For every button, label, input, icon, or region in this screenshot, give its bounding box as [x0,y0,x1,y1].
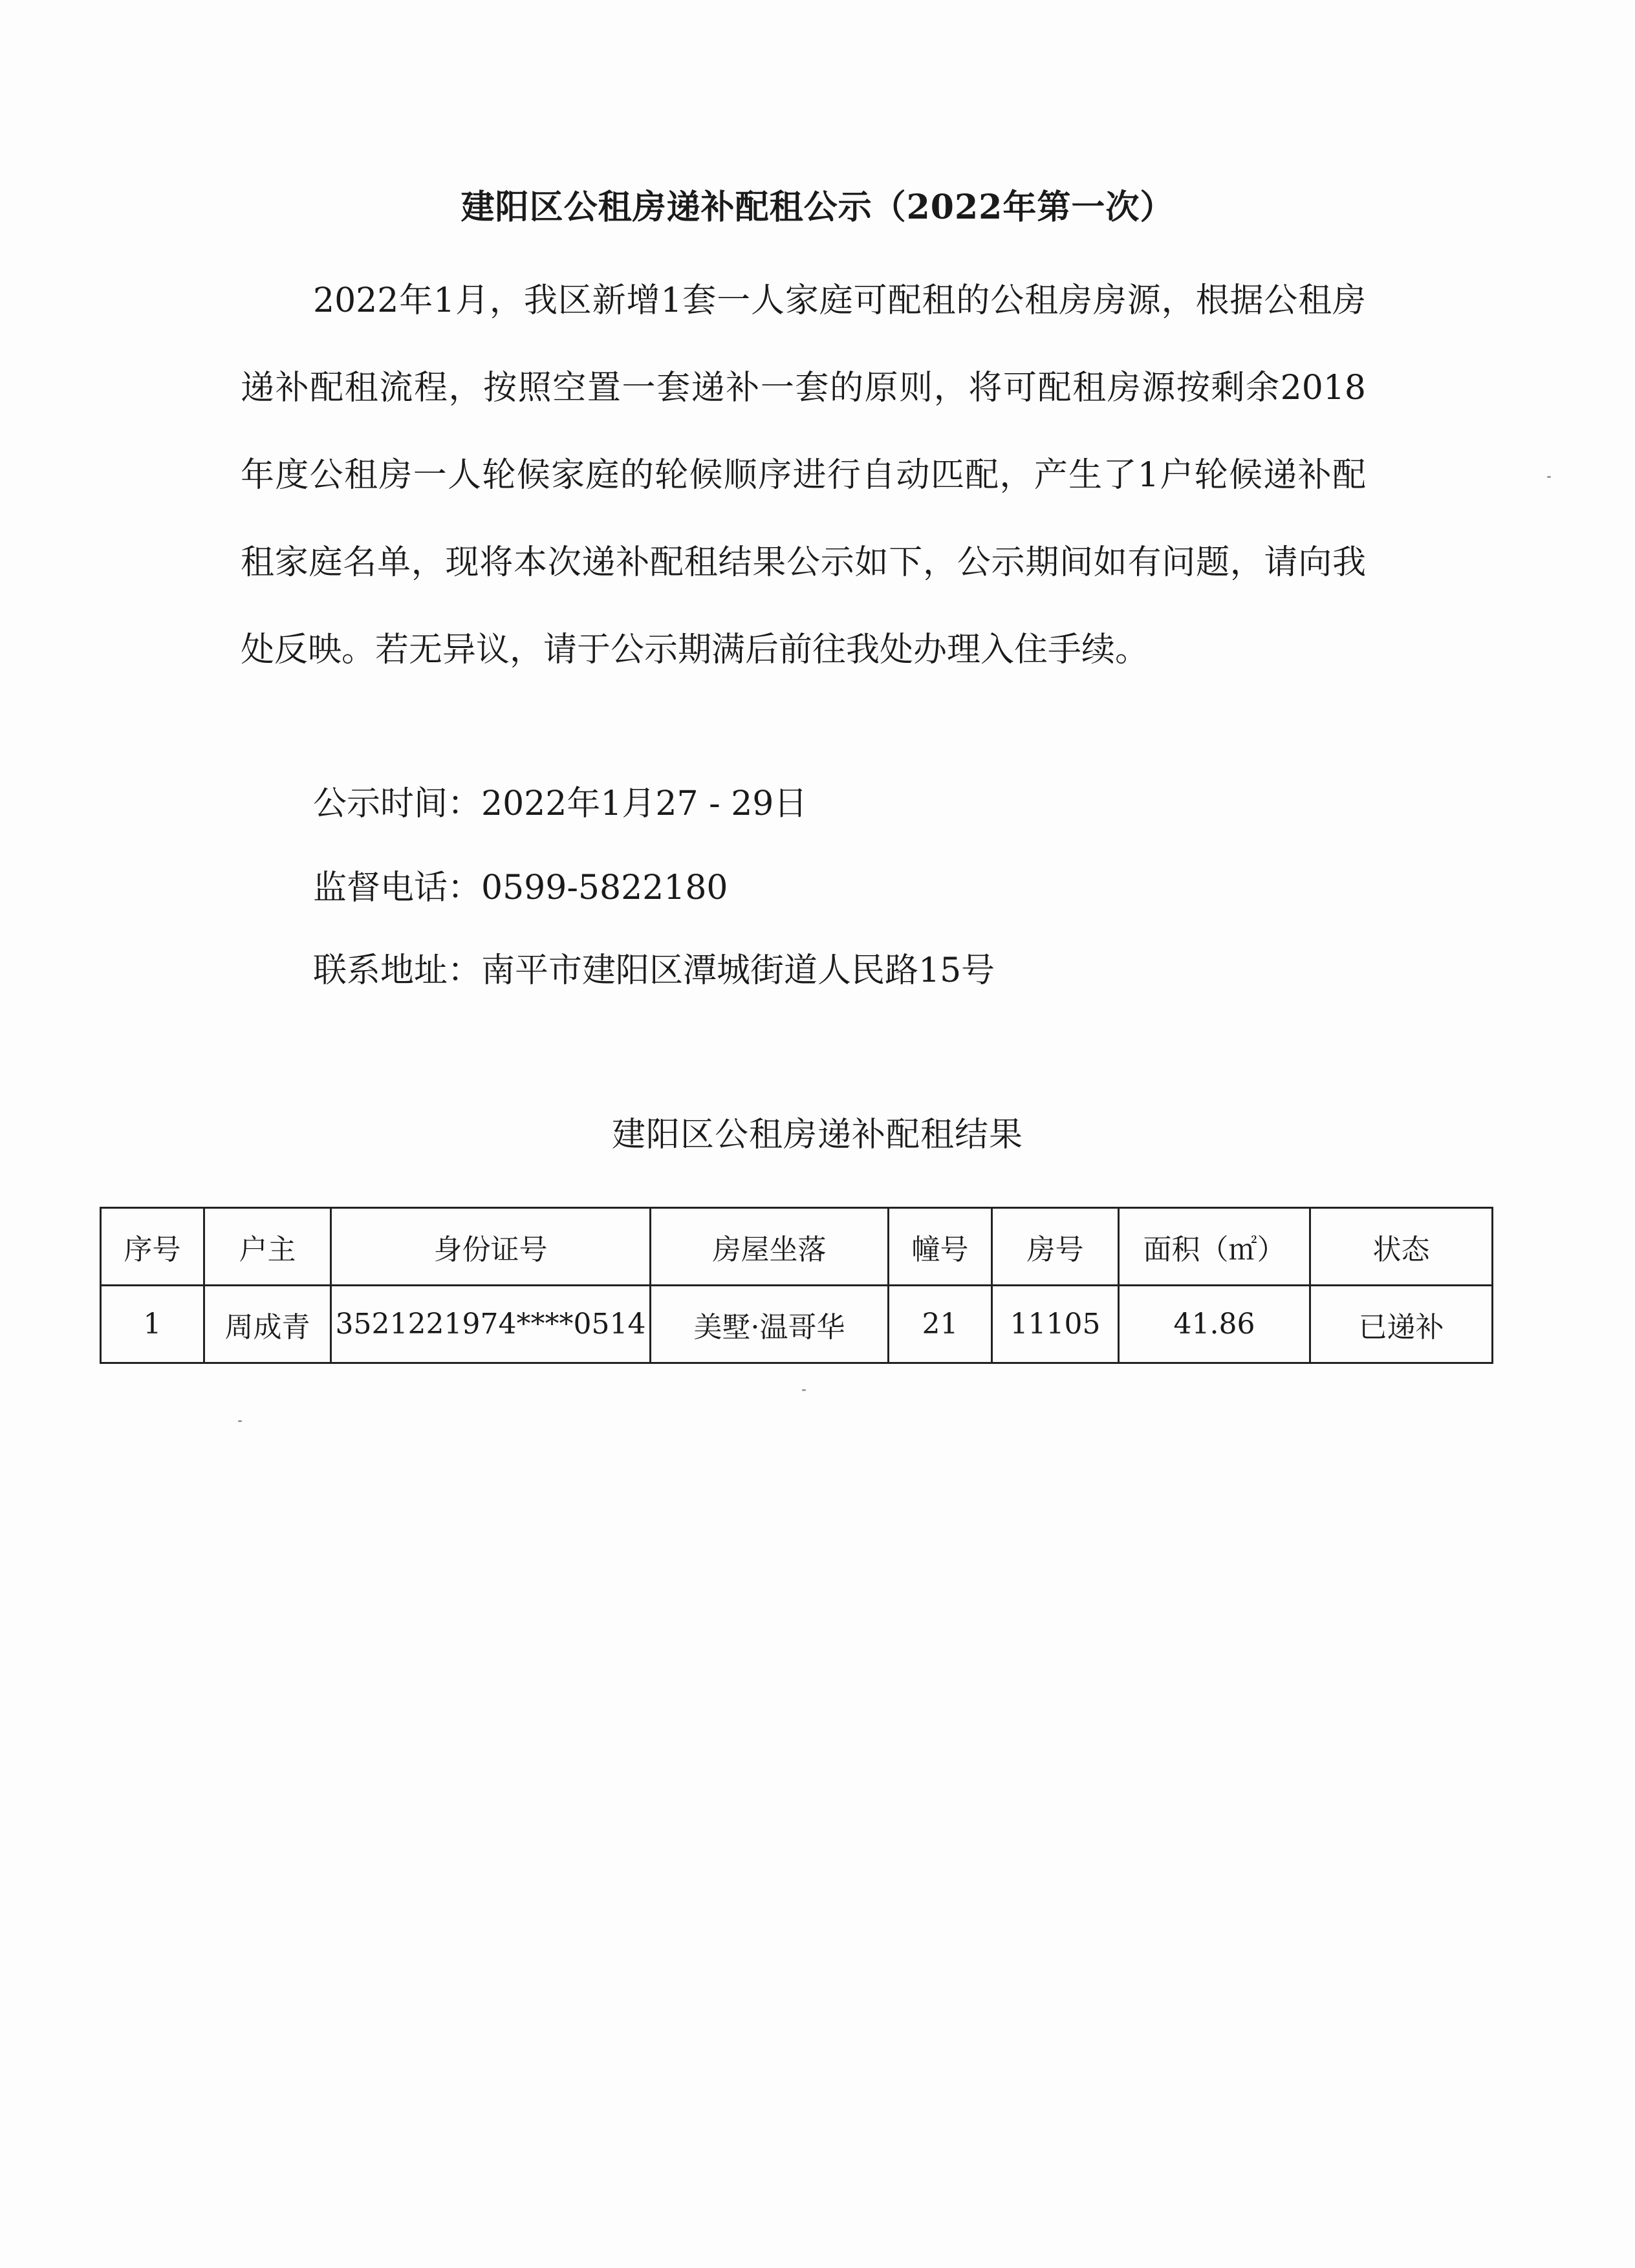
header-room-no: 房号 [992,1208,1119,1286]
cell-id-number: 3521221974****0514 [331,1286,651,1363]
cell-area: 41.86 [1119,1286,1310,1363]
scan-speck [1547,476,1551,478]
table-row [101,1286,1493,1363]
notice-time-line: 公示时间：2022年1月27 - 29日 [313,784,808,823]
header-householder: 户主 [204,1208,331,1286]
cell-room-no: 11105 [992,1286,1119,1363]
result-table [100,1207,1493,1364]
cell-index: 1 [101,1286,204,1363]
cell-householder: 周成青 [204,1286,331,1363]
cell-status: 已递补 [1310,1286,1493,1363]
header-id-number: 身份证号 [331,1208,651,1286]
table-header-row [101,1208,1493,1286]
cell-building-no: 21 [889,1286,992,1363]
supervision-phone-line: 监督电话：0599-5822180 [313,869,728,907]
header-index: 序号 [101,1208,204,1286]
header-area: 面积（㎡） [1119,1208,1310,1286]
notice-title: 建阳区公租房递补配租公示（2022年第一次） [460,188,1175,227]
header-location: 房屋坐落 [651,1208,889,1286]
scan-speck [802,1389,806,1391]
header-status: 状态 [1310,1208,1493,1286]
result-table-title: 建阳区公租房递补配租结果 [611,1116,1023,1154]
cell-location: 美墅·温哥华 [651,1286,889,1363]
header-building-no: 幢号 [889,1208,992,1286]
contact-address-line: 联系地址：南平市建阳区潭城街道人民路15号 [313,951,995,990]
scan-speck [238,1420,242,1422]
notice-body-paragraph: 2022年1月，我区新增1套一人家庭可配租的公租房房源，根据公租房递补配租流程，按照空置一套递补一套的原则，将可配租房源按剩余2018年度公租房一人轮候家庭的轮候顺序进行自动匹配，产生了1户轮候递补配租家庭名单，现将本次递补配租结果公示如下，公示期间如有问题，请向我处反映。若无异议，请于公示期满后前往我处办理入住手续。 [241,281,1366,669]
